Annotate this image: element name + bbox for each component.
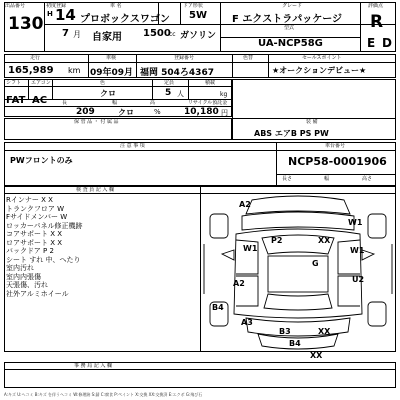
notes-text: PWフロントのみ [10,156,73,165]
mark-p2: P2 [271,236,283,245]
mark-a3: A3 [241,318,253,327]
len-label: 長さ [282,176,293,182]
car-name-label: 車 名 [110,3,122,9]
grade: F エクストラパッケージ [232,14,343,25]
cc-unit: cc [169,31,176,38]
chassis-number: NCP58-0001906 [288,155,387,168]
note-line: Rインナー X X [6,196,53,204]
color-code-label: 色替 [243,55,254,61]
hei-label: 高さ [362,176,373,182]
door-label: ドア形状 [183,3,203,9]
body-color: クロ [100,89,116,98]
mark-w1-front-right: W1 [348,218,363,227]
inspection-label: 車検 [106,55,117,61]
divider [88,54,89,78]
divider [232,54,233,78]
parts-label: 保 管 品 ・ 付 属 品 [74,119,119,125]
capacity-unit: 人 [177,90,184,98]
mileage-label: 走行 [30,55,41,61]
divider [4,150,396,151]
month-unit: 月 [73,30,81,39]
length-label: 長 [62,100,68,106]
divider [28,79,29,99]
reg-month: 7 [62,28,69,39]
mileage: 165,989 [8,65,54,76]
exterior-score: D [382,36,392,50]
divider [152,79,153,99]
notes-label: 注 意 事 項 [120,143,145,149]
equipment-items: ABS エアB PS PW [254,129,329,138]
mark-xx-roof: XX [318,236,331,245]
inspector-notes [6,196,196,298]
reg-year: 14 [55,6,76,24]
length: 209 [76,107,95,117]
door-type: 5W [189,10,207,21]
model-label: 型式 [284,25,295,31]
divider [180,2,181,24]
mark-u2: U2 [352,275,365,284]
shift: FAT [6,95,26,106]
score-label: 評価点 [368,3,384,9]
chassis-label: 車台番号 [325,143,346,149]
width-value: クロ [118,108,134,117]
divider [276,174,396,175]
usage: 自家用 [92,32,122,43]
note-line: 室内内張傷 [6,272,41,281]
divider [4,86,232,87]
divider [276,142,277,186]
office-box [4,362,396,388]
lot-label: 出品番号 [5,3,26,9]
displacement: 1500 [143,28,171,39]
note-line: 社外アルミホイール [6,289,69,298]
equipment-label: 装 備 [306,119,318,125]
mark-a2-front: A2 [239,200,251,209]
divider [188,79,189,99]
legend: A:キズ U:へコミ B:キズ を伴うへコミ W:修理跡 S:錆 C:腐食 P:ペイント X:交換 XX:交換済 E:エクボ G:飛び石 [4,392,203,397]
note-line: 室内汚れ [6,264,34,272]
model: UA-NCP58G [258,38,323,49]
note-line: トランクフロア W [6,204,65,213]
score: R [370,12,384,32]
era: H [47,10,53,18]
plate: 福岡 504ろ4367 [140,68,214,78]
shift-label: シフト [6,80,22,86]
width-label: 幅 [112,100,118,106]
recycle-label: リサイクル預託金 [188,100,228,106]
capacity-label: 定員 [164,80,175,86]
mark-g: G [312,259,319,268]
lot-number: 130 [8,14,44,34]
mark-a2-left: A2 [233,279,245,288]
sales-point: ★オークションデビュー★ [272,66,367,75]
recycle-fee: 10,180 [184,107,219,117]
inspector-label: 検 査 員 記 入 欄 [76,187,114,193]
color-label: 色 [100,80,106,86]
load-label: 積載 [205,80,216,86]
divider [268,54,269,78]
note-line: シート すれ 中、へたり [6,255,81,264]
yen-unit: 円 [221,109,228,117]
mark-b3: B3 [279,327,291,336]
fuel: ガソリン [180,31,217,41]
first-reg-label: 初度登録 [46,3,67,9]
interior-score: E [367,36,376,50]
km-unit: km [68,66,81,75]
capacity: 5 [165,88,172,98]
note-line: コアサポート X X [6,230,63,238]
car-name: プロボックスワゴン [80,14,170,25]
mark-xx-bumper: XX [310,351,323,360]
divider [44,2,45,52]
note-line: ロッカーパネル修正機跡 [6,221,83,230]
ac: AC [32,95,48,106]
divider [4,62,396,63]
plate-label: 登録番号 [174,55,195,61]
wid-label: 幅 [324,176,330,182]
divider [220,2,221,52]
divider [360,2,361,52]
office-label: 事 務 局 記 入 欄 [74,363,112,369]
kg-unit: kg [220,91,228,98]
divider [200,186,201,352]
mark-xx-rear: XX [318,327,331,336]
height-unit: % [154,108,161,116]
divider [52,79,53,99]
divider [4,369,396,370]
car-diagram [202,194,394,350]
note-line: Fサイドメンバー W [6,213,68,221]
mark-w1-left: W1 [243,244,258,253]
grade-label: グレード [282,3,303,9]
ac-label: エアコン [31,80,51,86]
mark-b4-left: B4 [212,303,224,312]
height-label: 高 [150,100,156,106]
note-line: 天張傷、汚れ [6,281,48,289]
mark-w1-right: W1 [350,246,365,255]
mark-b4-rear: B4 [289,339,301,348]
note-line: ロアサポート X X [6,238,63,247]
sales-point-label: セールスポイント [302,55,342,61]
note-line: バックドア P 2 [6,247,54,255]
inspection: 09年09月 [90,68,134,78]
divider [136,54,137,78]
